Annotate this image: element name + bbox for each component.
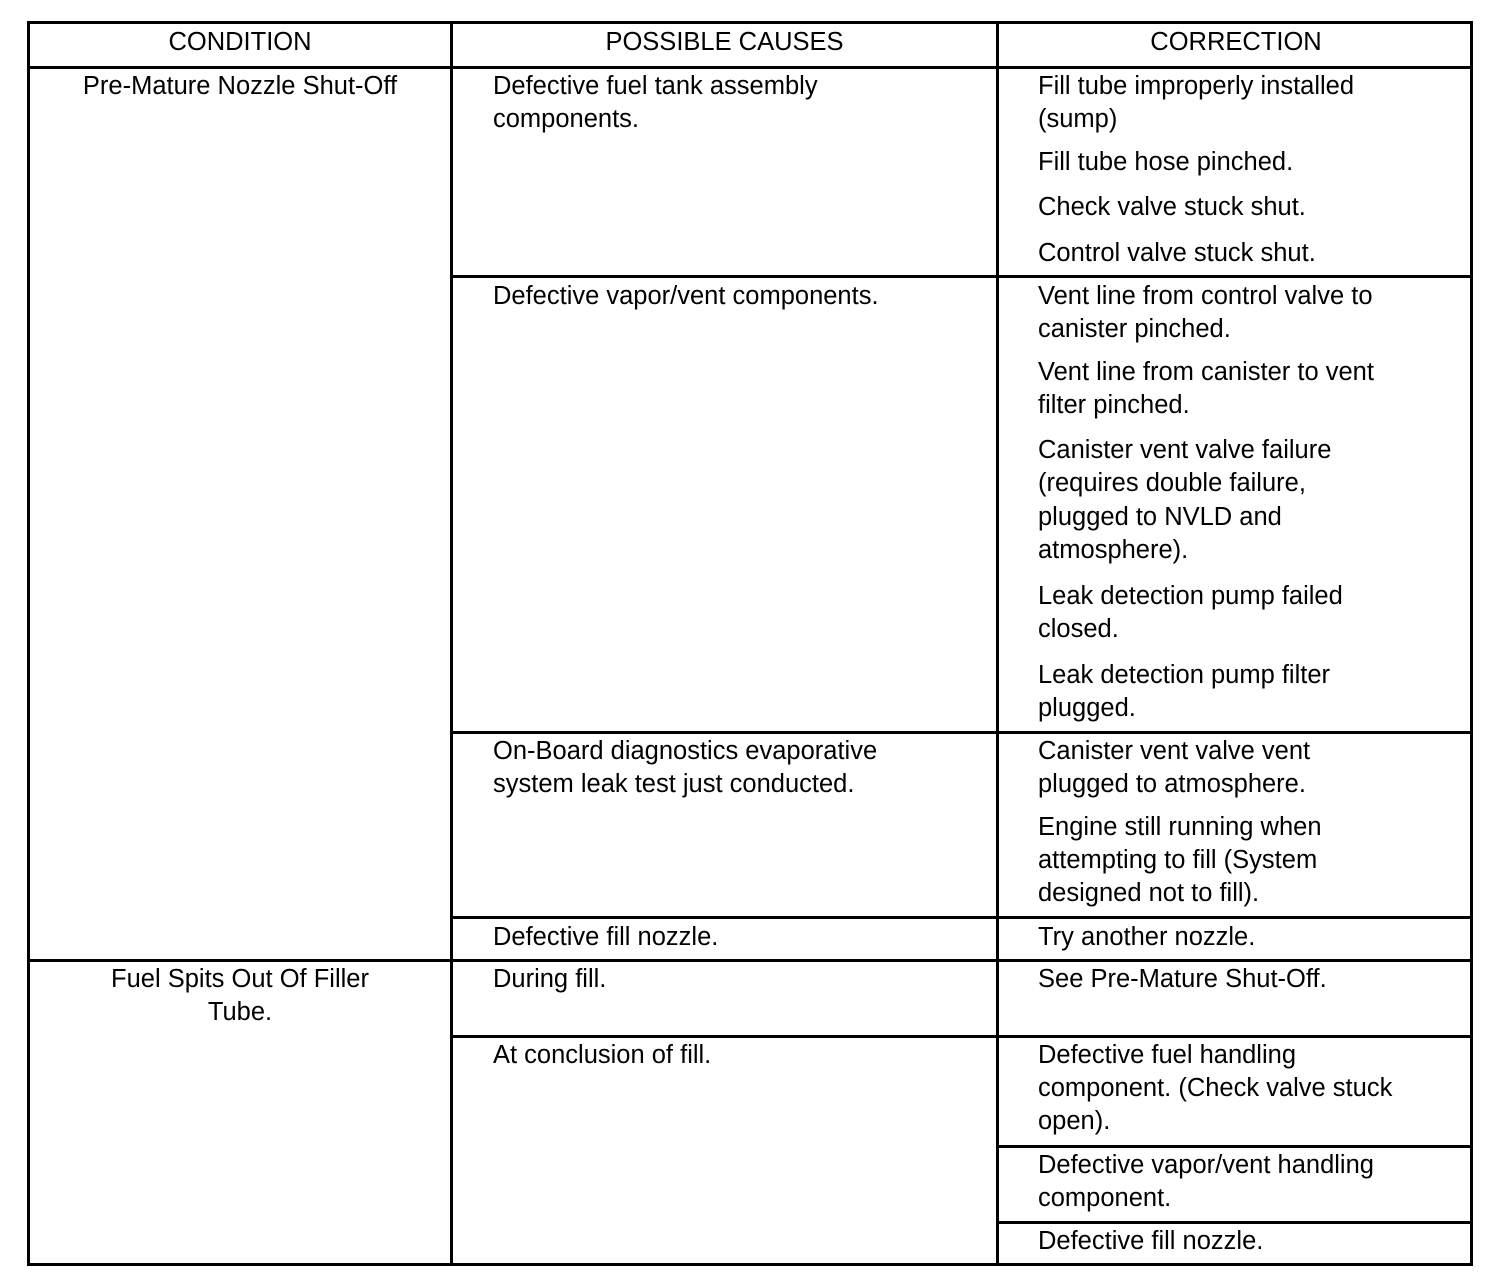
row-divider bbox=[450, 731, 1473, 734]
correction-text: See Pre-Mature Shut-Off. bbox=[1038, 965, 1327, 993]
condition-label: Tube. bbox=[207, 998, 273, 1026]
correction-text: Defective vapor/vent handling bbox=[1038, 1151, 1374, 1179]
correction-text: canister pinched. bbox=[1038, 315, 1231, 343]
column-divider-2 bbox=[996, 21, 999, 1266]
header-condition: CONDITION bbox=[168, 28, 312, 56]
cause-label: Defective vapor/vent components. bbox=[493, 282, 879, 310]
correction-text: Leak detection pump filter bbox=[1038, 661, 1331, 689]
correction-text: Defective fuel handling bbox=[1038, 1041, 1297, 1069]
condition-label: Fuel Spits Out Of Filler bbox=[111, 965, 369, 993]
column-divider-1 bbox=[450, 21, 453, 1266]
row-divider bbox=[450, 916, 1473, 919]
correction-text: Defective fill nozzle. bbox=[1038, 1227, 1264, 1255]
correction-text: Control valve stuck shut. bbox=[1038, 239, 1316, 267]
correction-text: plugged to NVLD and bbox=[1038, 503, 1282, 531]
correction-text: Fill tube hose pinched. bbox=[1038, 148, 1294, 176]
correction-text: Canister vent valve failure bbox=[1038, 436, 1332, 464]
correction-text: Leak detection pump failed bbox=[1038, 582, 1343, 610]
correction-text: Vent line from canister to vent bbox=[1038, 358, 1374, 386]
cause-label: On-Board diagnostics evaporative bbox=[493, 737, 878, 765]
correction-text: Fill tube improperly installed bbox=[1038, 72, 1355, 100]
correction-text: component. bbox=[1038, 1184, 1172, 1212]
correction-text: designed not to fill). bbox=[1038, 879, 1260, 907]
row-divider bbox=[450, 1035, 1473, 1038]
header-correction: CORRECTION bbox=[1150, 28, 1322, 56]
correction-text: filter pinched. bbox=[1038, 391, 1190, 419]
condition-label: Pre-Mature Nozzle Shut-Off bbox=[82, 72, 398, 100]
correction-text: atmosphere). bbox=[1038, 536, 1189, 564]
row-divider bbox=[996, 1145, 1473, 1148]
correction-text: Engine still running when bbox=[1038, 813, 1322, 841]
correction-text: (sump) bbox=[1038, 105, 1118, 133]
row-divider bbox=[450, 275, 1473, 278]
correction-text: Check valve stuck shut. bbox=[1038, 193, 1306, 221]
header-possible-causes: POSSIBLE CAUSES bbox=[605, 28, 844, 56]
correction-text: closed. bbox=[1038, 615, 1119, 643]
cause-label: Defective fill nozzle. bbox=[493, 923, 719, 951]
correction-text: plugged to atmosphere. bbox=[1038, 770, 1306, 798]
condition-divider bbox=[27, 959, 1473, 962]
correction-text: plugged. bbox=[1038, 694, 1136, 722]
row-divider bbox=[996, 1221, 1473, 1224]
correction-text: (requires double failure, bbox=[1038, 469, 1306, 497]
correction-text: Vent line from control valve to bbox=[1038, 282, 1373, 310]
header-divider bbox=[27, 66, 1473, 69]
correction-text: Canister vent valve vent bbox=[1038, 737, 1311, 765]
cause-label: During fill. bbox=[493, 965, 607, 993]
cause-label: system leak test just conducted. bbox=[493, 770, 855, 798]
correction-text: component. (Check valve stuck bbox=[1038, 1074, 1393, 1102]
cause-label: Defective fuel tank assembly bbox=[493, 72, 818, 100]
cause-label: components. bbox=[493, 105, 640, 133]
correction-text: open). bbox=[1038, 1107, 1111, 1135]
correction-text: Try another nozzle. bbox=[1038, 923, 1256, 951]
cause-label: At conclusion of fill. bbox=[493, 1041, 712, 1069]
correction-text: attempting to fill (System bbox=[1038, 846, 1318, 874]
